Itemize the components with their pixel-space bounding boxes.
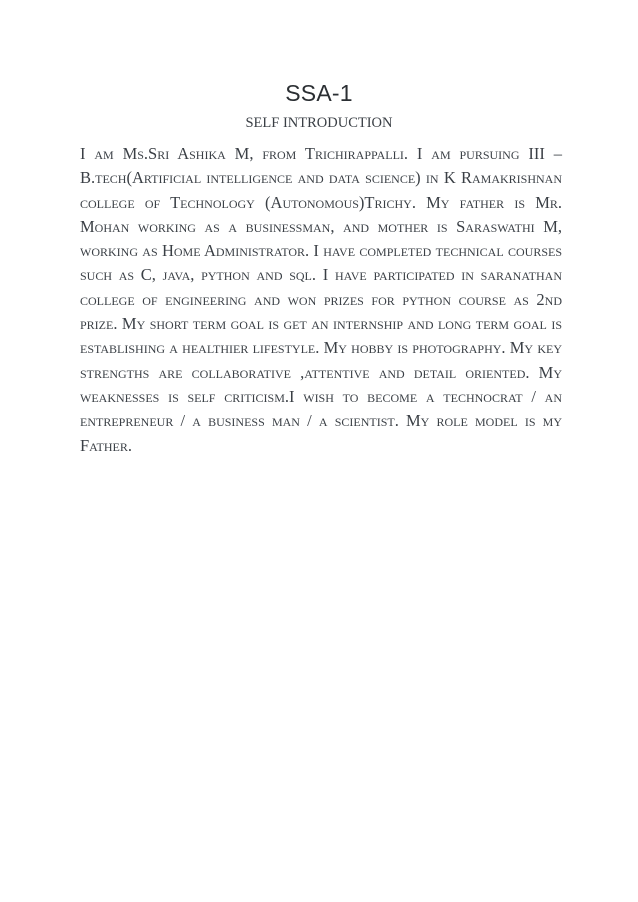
document-subtitle: SELF INTRODUCTION bbox=[245, 115, 393, 131]
self-introduction-paragraph: I am Ms.Sri Ashika M, from Trichirappalli. I am pursuing III – B.tech(Artificial intelligence and data science) in K Ramakrishnan college of Technology (Autonomous)Trichy. My father is Mr. Mohan working as a businessman, and mother is Saraswathi M, working as Home Administrator. I have completed technical courses such as C, java, python and sql. I have participated in saranathan college of engineering and won prizes for python course as 2nd prize. My short term goal is get an internship and long term goal is establishing a healthier lifestyle. My hobby is photography. My key strengths are collaborative ,attentive and detail oriented. My weaknesses is self criticism.I wish to become a technocrat / an entrepreneur / a business man / a scientist. My role model is my Father. bbox=[80, 144, 562, 455]
document-title: SSA-1 bbox=[285, 80, 353, 106]
